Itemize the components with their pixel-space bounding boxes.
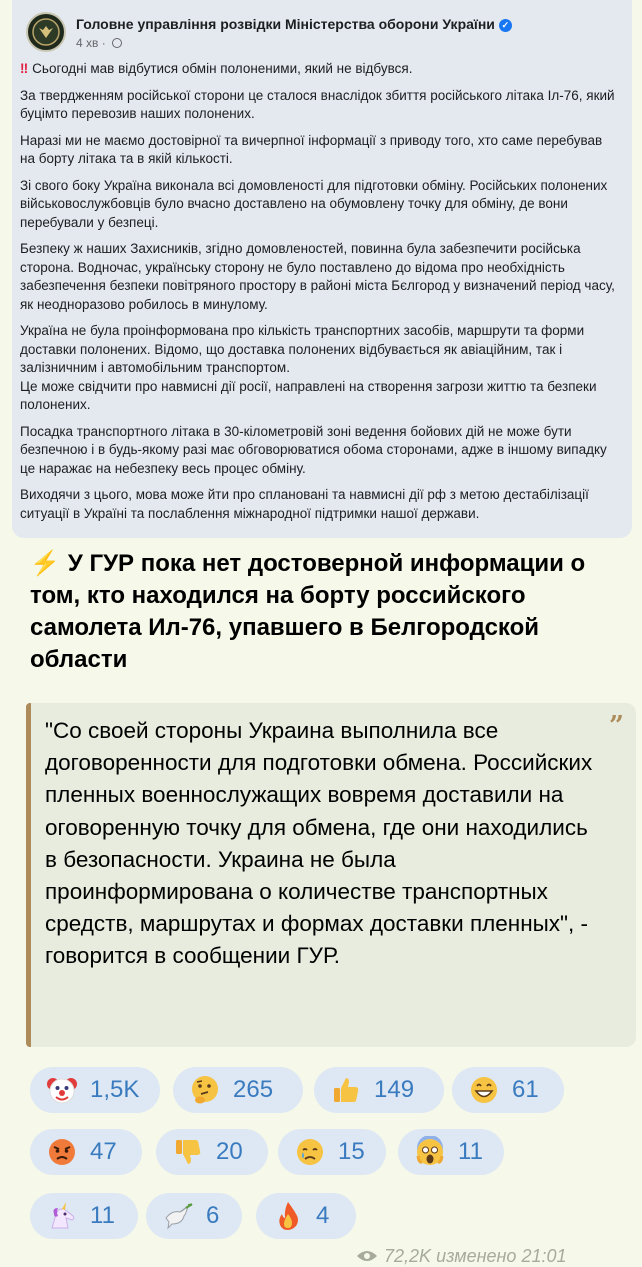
reaction-angry[interactable]: [30, 1129, 142, 1175]
dove-icon: [162, 1200, 194, 1232]
view-count: 72,2K: [384, 1246, 432, 1266]
post-time[interactable]: 4 хв: [76, 36, 99, 50]
reaction-thinking[interactable]: [173, 1067, 303, 1113]
author-name[interactable]: Головне управління розвідки Міністерства оборони України: [76, 16, 495, 32]
crying-face-icon: [294, 1136, 326, 1168]
clown-face-icon: [46, 1074, 78, 1106]
edited-label: изменено: [436, 1246, 517, 1266]
screaming-face-icon: [414, 1136, 446, 1168]
post-author[interactable]: [76, 16, 512, 32]
unicorn-icon: [46, 1200, 78, 1232]
reaction-count: 11: [458, 1138, 483, 1165]
post-paragraph: Наразі ми не маємо достовірної та вичерпної інформації з приводу того, хто саме перебував на борту літака та в якій кількості.: [20, 132, 603, 166]
quote-mark-icon: ”: [609, 711, 624, 741]
thumbs-up-icon: [330, 1074, 362, 1106]
double-exclamation-icon: ‼: [20, 61, 29, 76]
thumbs-down-icon: [172, 1136, 204, 1168]
meta-dot: ·: [101, 36, 106, 50]
thinking-face-icon: [189, 1074, 221, 1106]
reaction-count: 20: [216, 1138, 243, 1165]
reaction-count: 149: [374, 1076, 415, 1103]
reaction-thumbs-down[interactable]: [156, 1129, 268, 1175]
blockquote: [26, 703, 636, 1047]
gur-emblem-icon: [26, 12, 66, 52]
post-paragraph: Посадка транспортного літака в 30-кілометровій зоні ведення бойових дій не може бути безпечною і в будь-якому разі має обговорюватися обома сторонами, адже в іншому випадку це наражає на небезпеку весь процес обміну.: [20, 423, 607, 476]
post-body: [20, 60, 620, 531]
message-headline: [30, 548, 630, 676]
reaction-count: 11: [90, 1202, 115, 1229]
reaction-grinning[interactable]: [452, 1067, 564, 1113]
reaction-unicorn[interactable]: [30, 1193, 138, 1239]
post-paragraph: Україна не була проінформована про кількість транспортних засобів, маршрути та форми доставки полонених. Відомо, що доставка полонених відбувається як авіаційним, так і залізничним і автомобільним транспортом. Це може свідчити про навмисні дії росії, направлені на створення загрози життю та безпеки полонених.: [20, 323, 597, 412]
lightning-icon: ⚡: [30, 550, 60, 577]
fire-icon: [272, 1200, 304, 1232]
reaction-thumbs-up[interactable]: [314, 1067, 444, 1113]
message-time: 21:01: [521, 1246, 567, 1266]
reaction-count: 6: [206, 1202, 220, 1229]
globe-icon: [112, 38, 122, 48]
reaction-fire[interactable]: [256, 1193, 356, 1239]
reaction-count: 1,5K: [90, 1076, 140, 1103]
post-meta: [76, 36, 122, 50]
angry-face-icon: [46, 1136, 78, 1168]
post-paragraph: Зі свого боку Україна виконала всі домовленості для підготовки обміну. Російських полонених військовослужбовців було вчасно доставлено на обумовлену точку для обміну, де вони перебували у безпеці.: [20, 177, 608, 230]
post-paragraph: [20, 60, 620, 79]
verified-badge-icon: ✓: [499, 19, 512, 32]
grinning-face-icon: [468, 1074, 500, 1106]
reaction-count: 265: [233, 1076, 274, 1103]
headline-text: У ГУР пока нет достоверной информации о том, кто находился на борту российского самолета Ил-76, упавшего в Белгородской области: [30, 550, 586, 673]
reaction-screaming[interactable]: [398, 1129, 504, 1175]
reaction-clown[interactable]: [30, 1067, 160, 1113]
reaction-count: 4: [316, 1202, 330, 1229]
reaction-dove[interactable]: [146, 1193, 242, 1239]
post-paragraph: Безпеку ж наших Захисників, згідно домовленостей, повинна була забезпечити російська сторона. Водночас, українську сторону не було поставлено до відома про необхідність забезпечення безпеки повітряного простору в районі міста Бєлгород у визначений період часу, як неодноразово робилось в минулому.: [20, 241, 615, 312]
reaction-count: 15: [338, 1138, 365, 1165]
paragraph-text: Сьогодні мав відбутися обмін полоненими, який не відбувся.: [32, 61, 413, 76]
reaction-count: 47: [90, 1138, 117, 1165]
post-paragraph: Виходячи з цього, мова може йти про сплановані та навмисні дії рф з метою дестабілізації ситуації в Україні та послаблення міжнародної підтримки нашої держави.: [20, 487, 589, 521]
facebook-post-image[interactable]: [12, 0, 632, 538]
post-paragraph: За твердженням російської сторони це сталося внаслідок збиття російського літака Іл-76, який буцімто перевозив наших полонених.: [20, 87, 615, 121]
reaction-crying[interactable]: [278, 1129, 386, 1175]
quote-text: "Со своей стороны Украина выполнила все договоренности для подготовки обмена. Российских пленных военнослужащих вовремя доставили на оговоренную точку для обмена, где они находились в безопасности. Украина не была проинформирована о количестве транспортных средств, маршрутах и формах доставки пленных", - говорится в сообщении ГУР.: [45, 718, 593, 969]
reaction-count: 61: [512, 1076, 539, 1103]
eye-icon: [356, 1249, 378, 1263]
